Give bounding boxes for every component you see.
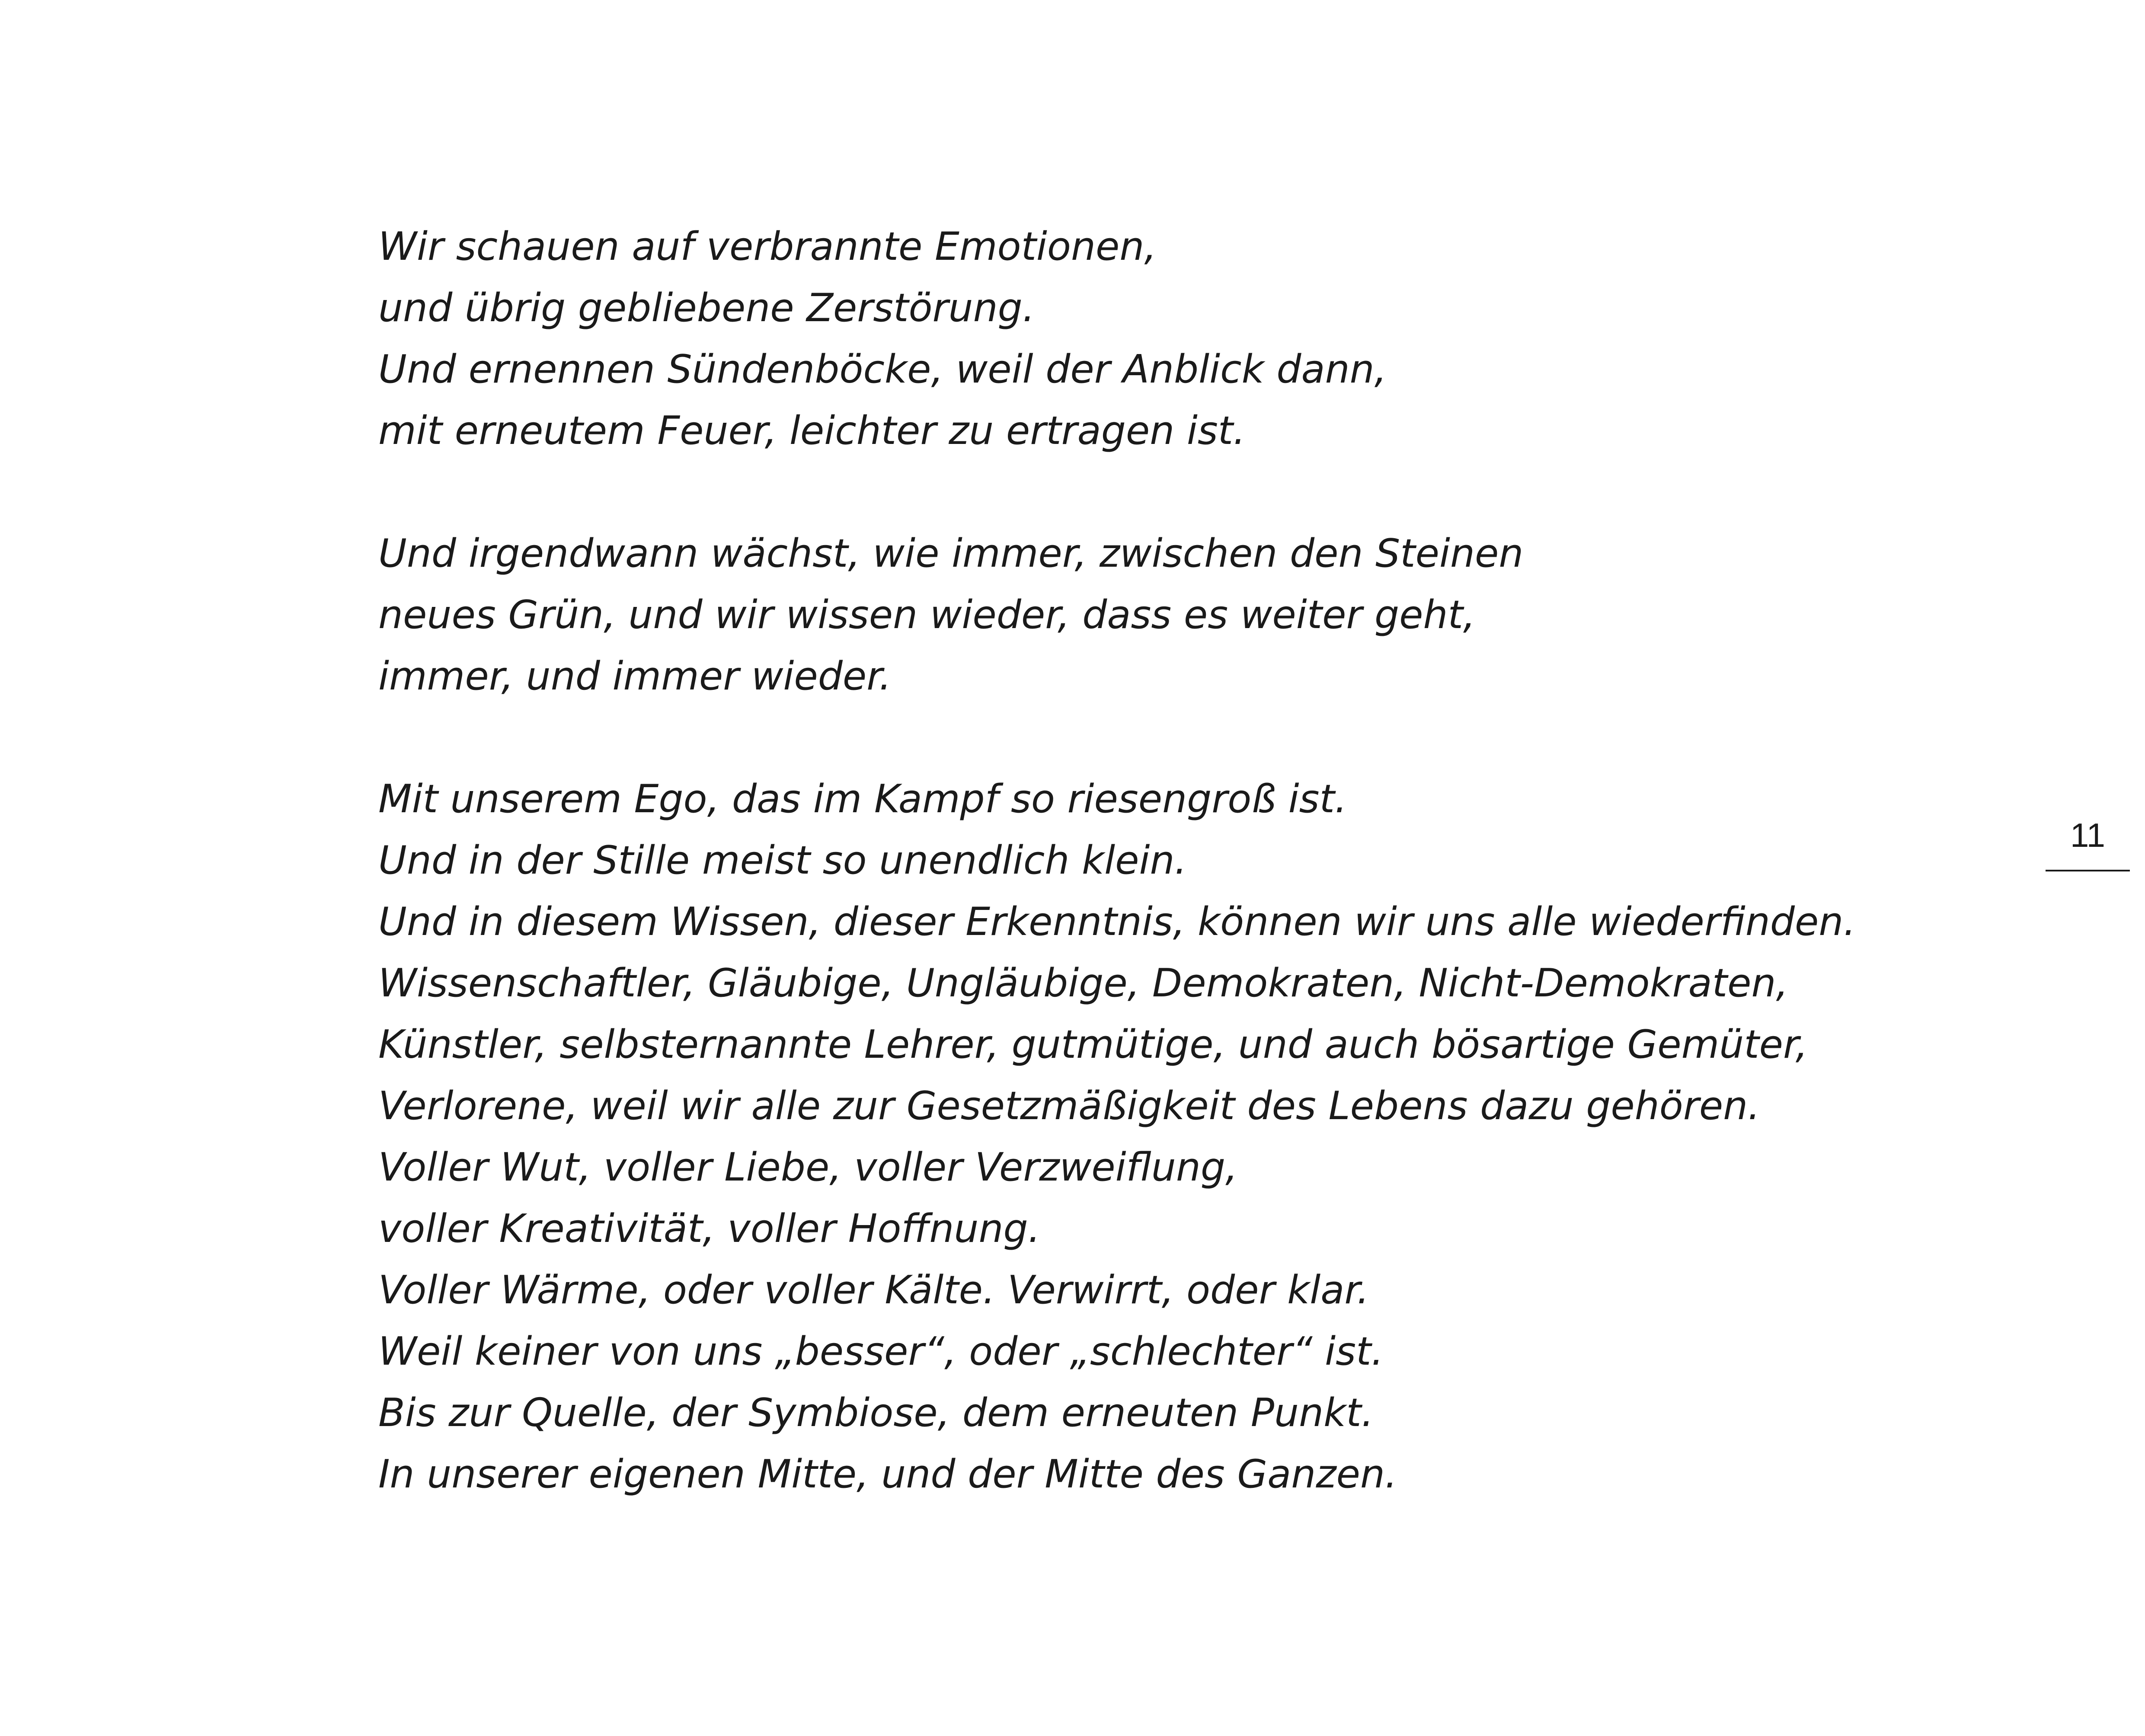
poem-line: mit erneutem Feuer, leichter zu ertragen ist. [378, 408, 1246, 453]
poem-line: Mit unserem Ego, das im Kampf so riesengroß ist. [378, 776, 1347, 822]
poem-line: Voller Wärme, oder voller Kälte. Verwirrt, oder klar. [378, 1267, 1369, 1313]
poem-line: neues Grün, und wir wissen wieder, dass es weiter geht, [378, 592, 1476, 638]
poem-line: Und in der Stille meist so unendlich klein. [378, 838, 1187, 883]
stanza-1 [378, 216, 1935, 462]
poem-line: Und in diesem Wissen, dieser Erkenntnis, können wir uns alle wiederfinden. [378, 899, 1856, 945]
stanza-2 [378, 523, 1935, 707]
poem-text [378, 216, 1935, 1567]
stanza-3 [378, 769, 1935, 1505]
poem-line: voller Kreativität, voller Hoffnung. [378, 1206, 1041, 1251]
poem-line: Bis zur Quelle, der Symbiose, dem erneuten Punkt. [378, 1390, 1374, 1436]
poem-line: Verlorene, weil wir alle zur Gesetzmäßigkeit des Lebens dazu gehören. [378, 1083, 1760, 1129]
poem-line: Und irgendwann wächst, wie immer, zwischen den Steinen [378, 531, 1524, 576]
poem-line: Und ernennen Sündenböcke, weil der Anblick dann, [378, 347, 1387, 392]
poem-line: Voller Wut, voller Liebe, voller Verzweiflung, [378, 1145, 1238, 1190]
poem-line: Wir schauen auf verbrannte Emotionen, [378, 224, 1157, 269]
poem-line: immer, und immer wieder. [378, 654, 892, 699]
poem-line: und übrig gebliebene Zerstörung. [378, 285, 1035, 331]
poem-line: Wissenschaftler, Gläubige, Ungläubige, Demokraten, Nicht-Demokraten, [378, 961, 1789, 1006]
poem-line: In unserer eigenen Mitte, und der Mitte des Ganzen. [378, 1452, 1397, 1497]
poem-line: Künstler, selbsternannte Lehrer, gutmütige, und auch bösartige Gemüter, [378, 1022, 1808, 1067]
page-number: 11 [2046, 805, 2130, 871]
poem-line: Weil keiner von uns „besser“, oder „schlechter“ ist. [378, 1329, 1384, 1374]
